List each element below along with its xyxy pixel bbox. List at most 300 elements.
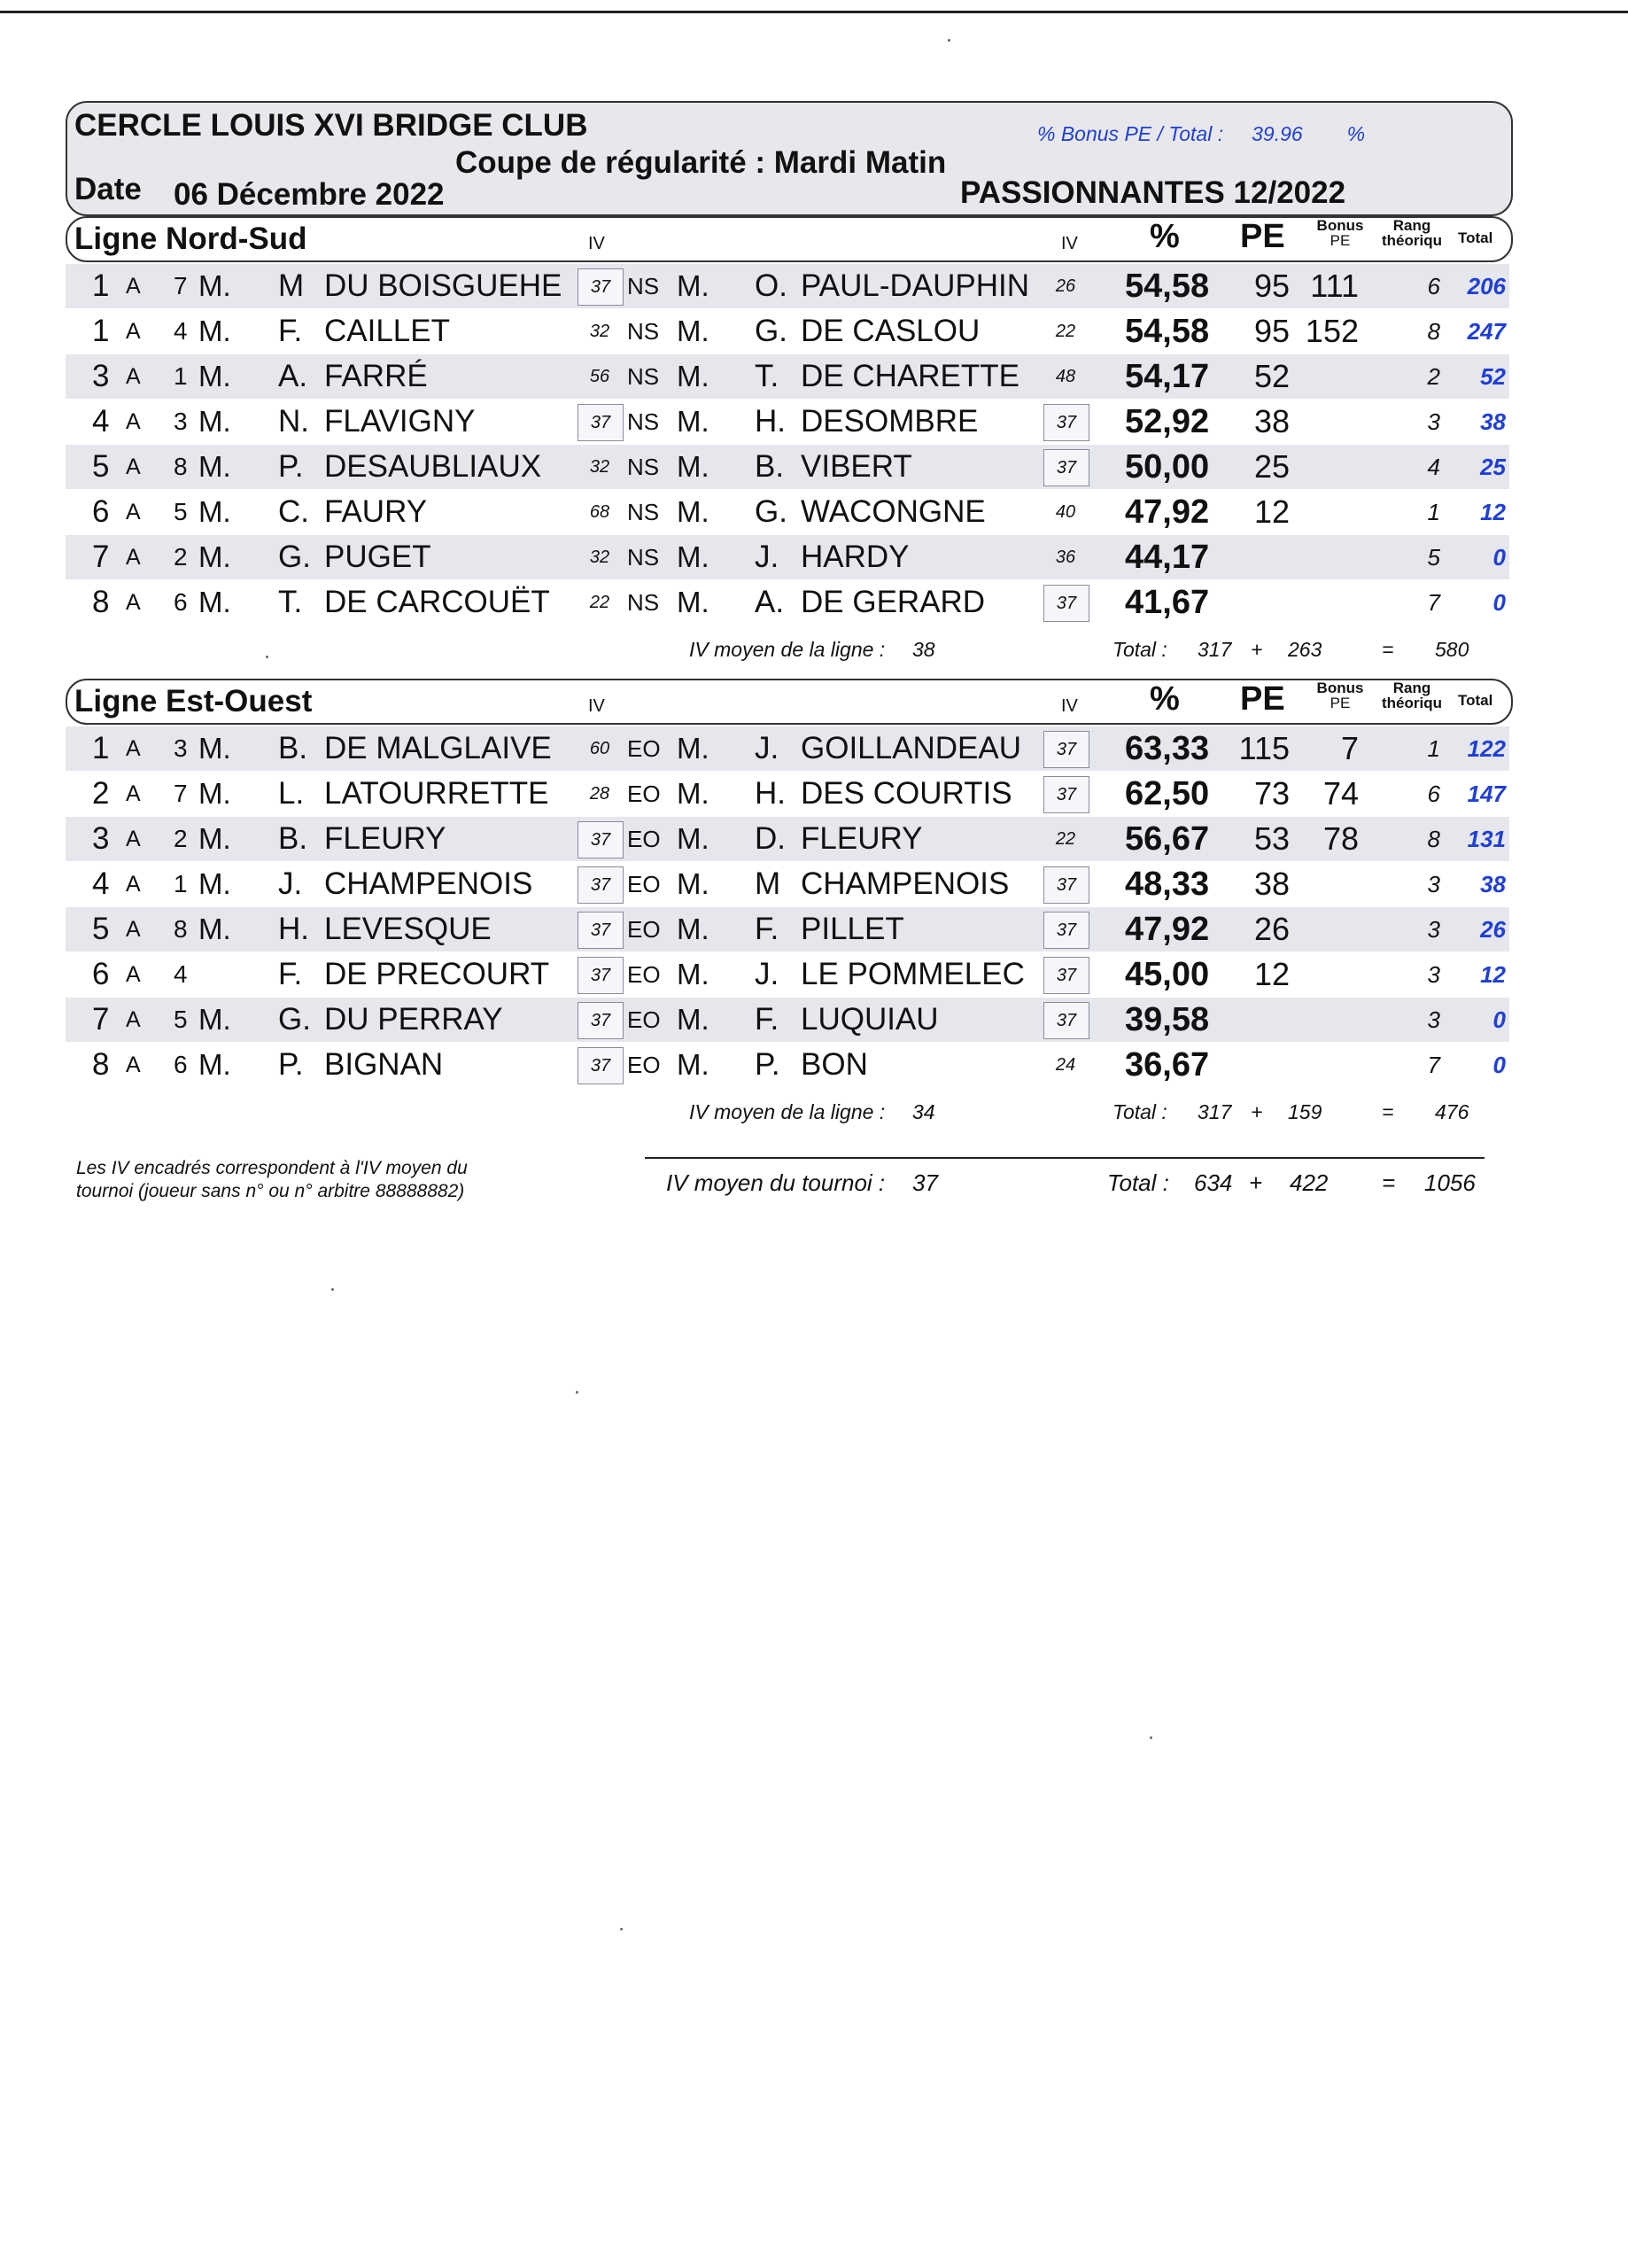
player-2-name: PILLET [801,912,904,946]
bonus-pe [1297,998,1359,1042]
civility-2: M. [677,777,709,810]
rank-letter: A [126,409,141,434]
civility-1: M. [198,913,231,945]
rank-letter: A [126,500,141,524]
initial-1: P. [278,449,304,484]
initial-2: J. [755,957,779,991]
table-number: 2 [174,825,188,852]
table-row [66,907,1509,951]
iv-2: 22 [1055,829,1076,849]
initial-1: B. [278,821,308,856]
table-row [66,354,1509,399]
civility-2: M. [677,540,709,573]
bonus-pe [1297,1043,1359,1087]
table-row [66,490,1509,534]
player-2-name: DE CHARETTE [801,359,1019,393]
rank: 1 [92,268,110,303]
rank-letter: A [126,364,141,389]
civility-2: M. [677,1048,709,1081]
initial-1: J. [278,866,303,901]
column-iv-left: IV [588,696,605,716]
initial-2: H. [755,776,786,811]
iv-1: 37 [578,1002,624,1039]
table-number: 5 [174,1006,188,1033]
civility-1: M. [198,777,231,810]
line-code: NS [627,363,660,390]
column-rang [1376,218,1447,248]
line-total-equals: = [1382,638,1394,661]
bonus-value: 39.96 [1252,122,1303,145]
initial-1: G. [278,540,311,574]
iv-1: 28 [589,784,610,804]
percent-score: 45,00 [1125,956,1210,993]
table-number: 8 [174,915,188,943]
table-row [66,952,1509,997]
series-title: PASSIONNANTES 12/2022 [960,175,1346,210]
iv-moyen-label: IV moyen de la ligne : [689,638,886,661]
line-code: NS [627,318,660,345]
initial-2: D. [755,821,786,856]
player-2-name: CHAMPENOIS [801,866,1010,901]
civility-2: M. [677,1003,709,1036]
grand-total-plus: + [1249,1169,1263,1196]
column-total: Total [1458,692,1493,709]
initial-1: G. [278,1002,311,1037]
table-row [66,1043,1509,1087]
table-row [66,998,1509,1042]
line-code: EO [627,916,661,943]
table-row [66,535,1509,579]
iv-moyen-label: IV moyen de la ligne : [689,1100,886,1123]
player-1-name: FAURY [324,494,428,529]
column-pe: PE [1240,680,1285,718]
player-1-name: BIGNAN [324,1047,444,1082]
table-row [66,580,1509,625]
rang-theorique: 1 [1427,499,1440,525]
column-percent: % [1150,680,1180,718]
section-header [66,216,1513,262]
rank-letter: A [126,1052,141,1077]
initial-2: A. [755,585,785,619]
civility-2: M. [677,822,709,855]
rank-letter: A [126,736,141,761]
total-points: 38 [1480,408,1506,435]
pe-points: 52 [1253,358,1290,394]
iv-1: 37 [578,821,624,858]
civility-2: M. [677,269,709,302]
pe-points: 26 [1253,911,1290,947]
rang-theorique: 7 [1427,1052,1440,1078]
initial-1: T. [278,585,303,619]
table-number: 5 [174,498,188,525]
table-number: 8 [174,453,188,480]
player-1-name: FLAVIGNY [324,404,476,439]
civility-2: M. [677,315,709,347]
line-code: NS [627,544,660,571]
player-1-name: DESAUBLIAUX [324,449,542,484]
rank-letter: A [126,827,141,851]
line-total-b: 263 [1288,638,1322,661]
date-label: Date [74,172,142,206]
table-number: 4 [174,317,188,345]
bonus-pe [1297,952,1359,997]
rank-letter: A [126,545,141,570]
column-bonus-line-1: Bonus [1316,217,1364,234]
table-row [66,309,1509,353]
bonus-label: % Bonus PE / Total : [1037,122,1224,145]
initial-1: A. [278,359,308,393]
rank-letter: A [126,781,141,806]
iv-2: 37 [1043,731,1089,768]
competition-title: Coupe de régularité : Mardi Matin [455,145,947,180]
pe-points: 38 [1253,866,1290,902]
initial-1: M [278,268,305,303]
total-points: 38 [1480,871,1506,897]
total-points: 0 [1492,544,1506,571]
rank-letter: A [126,274,141,299]
initial-2: P. [755,1047,780,1082]
iv-1: 37 [578,1047,624,1084]
percent-score: 52,92 [1125,403,1210,440]
player-1-name: LATOURRETTE [324,776,549,811]
table-number: 1 [174,362,188,390]
rang-theorique: 2 [1427,363,1440,390]
civility-1: M. [198,1003,231,1036]
table-number: 1 [174,870,188,897]
pe-points: 115 [1238,730,1290,766]
grand-total-a: 634 [1194,1169,1233,1196]
player-2-name: LE POMMELEC [801,957,1025,991]
civility-2: M. [677,732,709,765]
scan-speck [948,39,950,42]
iv-1: 37 [578,957,624,994]
iv-1: 37 [578,268,624,306]
pe-points [1237,1043,1290,1087]
club-name: CERCLE LOUIS XVI BRIDGE CLUB [74,108,588,143]
footnote-line-2: tournoi (joueur sans n° ou n° arbitre 88888882) [76,1181,465,1201]
percent-score: 41,67 [1125,584,1210,621]
civility-1: M. [198,540,231,573]
pe-points: 73 [1253,775,1290,812]
line-code: EO [627,1006,661,1033]
total-points: 147 [1467,781,1506,807]
grand-total-sum: 1056 [1424,1169,1476,1196]
line-total-sum: 476 [1435,1100,1469,1123]
column-rang-line-2: théoriqu [1382,232,1442,249]
iv-2: 37 [1043,404,1089,441]
rang-theorique: 1 [1427,735,1440,762]
line-code: EO [627,781,661,807]
civility-2: M. [677,405,709,438]
iv-tournoi-value: 37 [912,1169,938,1196]
iv-1: 32 [589,548,610,567]
player-2-name: DE CASLOU [801,314,981,348]
percent-score: 39,58 [1125,1001,1210,1038]
column-bonus-pe [1309,680,1371,711]
line-total-plus: + [1251,638,1263,661]
table-number: 6 [174,588,188,616]
rank-letter: A [126,872,141,897]
rank: 8 [92,585,110,619]
initial-2: F. [755,912,779,946]
line-total-a: 317 [1198,638,1232,661]
bonus-pe [1297,580,1359,625]
percent-score: 54,17 [1125,358,1210,395]
player-1-name: LEVESQUE [324,912,492,946]
initial-2: G. [755,314,787,348]
table-number: 2 [174,543,188,571]
bonus-pe [1297,445,1359,489]
player-2-name: DESOMBRE [801,404,979,439]
grand-total-label: Total : [1107,1169,1169,1196]
rank: 6 [92,494,110,529]
table-number: 6 [174,1051,188,1078]
bonus-pe: 7 [1340,730,1359,766]
column-rang-line-1: Rang [1392,680,1431,696]
iv-moyen-value: 38 [912,638,935,661]
percent-score: 47,92 [1125,911,1210,948]
civility-2: M. [677,867,709,900]
pe-points: 12 [1253,956,1290,992]
iv-2: 37 [1043,1002,1089,1039]
bonus-pe [1297,862,1359,906]
initial-2: O. [755,268,787,303]
civility-1: M. [198,405,231,438]
civility-2: M. [677,958,709,990]
percent-score: 36,67 [1125,1046,1210,1084]
iv-2: 37 [1043,912,1089,949]
pe-points: 95 [1253,268,1290,304]
rang-theorique: 6 [1427,781,1440,807]
total-points: 131 [1467,826,1506,852]
rank: 4 [92,866,110,901]
rank: 8 [92,1047,110,1082]
line-total-sum: 580 [1435,638,1469,661]
player-1-name: DE PRECOURT [324,957,550,991]
rank: 5 [92,912,110,946]
iv-1: 68 [589,502,610,522]
line-code: EO [627,735,661,762]
player-1-name: CAILLET [324,314,450,348]
scan-speck [1150,1736,1152,1739]
line-code: EO [627,871,661,897]
percent-score: 54,58 [1125,313,1210,350]
player-2-name: PAUL-DAUPHIN [801,268,1030,303]
initial-1: P. [278,1047,304,1082]
section-title: Ligne Est-Ouest [74,684,313,718]
initial-2: J. [755,540,779,574]
column-pe: PE [1240,218,1285,255]
bonus-pe: 78 [1322,820,1359,857]
column-iv-right: IV [1061,696,1078,716]
initial-2: J. [755,731,779,765]
rank-letter: A [126,454,141,479]
bonus-pe [1297,354,1359,399]
bonus-pe [1297,490,1359,534]
total-points: 247 [1467,318,1506,345]
civility-2: M. [677,360,709,392]
bonus-summary [1037,122,1370,146]
iv-1: 32 [589,322,610,341]
total-points: 0 [1492,1006,1506,1033]
rang-theorique: 4 [1427,454,1440,480]
table-number: 3 [174,408,188,435]
date-value: 06 Décembre 2022 [174,177,445,212]
iv-1: 60 [589,739,610,758]
column-bonus-pe [1309,218,1371,248]
initial-1: B. [278,731,308,765]
rang-theorique: 7 [1427,589,1440,616]
line-total-label: Total : [1112,1100,1167,1123]
bonus-pe [1297,907,1359,951]
player-1-name: FARRÉ [324,359,428,393]
column-iv-right: IV [1061,234,1078,253]
rank-letter: A [126,962,141,987]
iv-2: 37 [1043,957,1089,994]
rang-theorique: 3 [1427,916,1440,943]
rank: 3 [92,359,110,393]
initial-2: T. [755,359,779,393]
iv-moyen-value: 34 [912,1100,935,1123]
bonus-pe [1297,400,1359,444]
bonus-pe [1297,535,1359,579]
percent-score: 56,67 [1125,820,1210,858]
pe-points [1237,998,1290,1042]
scan-speck [620,1928,623,1930]
rank: 2 [92,776,110,811]
initial-1: N. [278,404,309,439]
player-1-name: DE CARCOUËT [324,585,550,619]
iv-2: 37 [1043,776,1089,813]
document-header [66,101,1513,216]
line-code: NS [627,499,660,525]
line-code: NS [627,408,660,435]
line-total-b: 159 [1288,1100,1322,1123]
line-total-equals: = [1382,1100,1394,1123]
initial-1: F. [278,314,303,348]
player-1-name: PUGET [324,540,431,574]
rank: 3 [92,821,110,856]
civility-2: M. [677,586,709,618]
iv-1: 56 [589,367,610,386]
line-total-a: 317 [1198,1100,1232,1123]
column-iv-left: IV [588,234,605,253]
bonus-pe: 111 [1310,268,1359,304]
initial-2: B. [755,449,785,484]
iv-2: 48 [1055,367,1076,386]
player-2-name: FLEURY [801,821,923,856]
column-bonus-line-2: PE [1330,695,1351,711]
total-points: 12 [1480,961,1506,988]
percent-score: 47,92 [1125,493,1210,531]
civility-1: M. [198,1048,231,1081]
percent-score: 62,50 [1125,775,1210,812]
percent-score: 54,58 [1125,268,1210,305]
iv-2: 36 [1055,548,1076,567]
table-row [66,817,1509,861]
iv-1: 32 [589,457,610,477]
initial-1: H. [278,912,309,946]
rank: 5 [92,449,110,484]
rang-theorique: 5 [1427,544,1440,571]
percent-score: 48,33 [1125,866,1210,903]
column-rang-line-2: théoriqu [1382,695,1442,711]
rank-letter: A [126,1007,141,1032]
civility-1: M. [198,360,231,392]
iv-2: 37 [1043,866,1089,904]
player-2-name: LUQUIAU [801,1002,939,1037]
rang-theorique: 8 [1427,826,1440,852]
rank-letter: A [126,319,141,344]
line-code: NS [627,454,660,480]
iv-2: 26 [1055,276,1076,296]
iv-1: 37 [578,912,624,949]
civility-1: M. [198,586,231,618]
percent-score: 50,00 [1125,448,1210,485]
footer-divider [645,1157,1485,1159]
iv-1: 37 [578,404,624,441]
rank: 1 [92,731,110,765]
grand-total-b: 422 [1290,1169,1329,1196]
total-points: 25 [1480,454,1506,480]
player-2-name: VIBERT [801,449,912,484]
table-row [66,264,1509,308]
pe-points: 25 [1253,448,1290,485]
bonus-pe: 74 [1322,775,1359,812]
player-1-name: DE MALGLAIVE [324,731,552,765]
iv-2: 40 [1055,502,1076,522]
civility-2: M. [677,913,709,945]
total-points: 12 [1480,499,1506,525]
footnote [76,1157,468,1203]
line-code: EO [627,961,661,988]
section-title: Ligne Nord-Sud [74,221,307,256]
total-points: 122 [1467,735,1506,762]
player-2-name: WACONGNE [801,494,986,529]
line-code: EO [627,826,661,852]
initial-2: M [755,866,781,901]
rang-theorique: 3 [1427,871,1440,897]
player-2-name: DES COURTIS [801,776,1012,811]
rang-theorique: 8 [1427,318,1440,345]
rang-theorique: 3 [1427,961,1440,988]
player-1-name: CHAMPENOIS [324,866,533,901]
civility-2: M. [677,495,709,528]
scan-speck [576,1391,578,1394]
scan-speck [331,1288,334,1291]
total-points: 26 [1480,916,1506,943]
pe-points: 12 [1253,493,1290,530]
player-2-name: GOILLANDEAU [801,731,1021,765]
rang-theorique: 3 [1427,408,1440,435]
pe-points [1237,535,1290,579]
initial-2: G. [755,494,787,529]
pe-points: 95 [1253,313,1290,349]
table-row [66,772,1509,816]
footnote-line-1: Les IV encadrés correspondent à l'IV moyen du [76,1158,468,1178]
table-number: 3 [174,734,188,762]
bonus-percent-sign: % [1346,122,1366,145]
column-rang-line-1: Rang [1392,217,1431,234]
table-row [66,726,1509,771]
initial-2: H. [755,404,786,439]
bonus-pe: 152 [1305,313,1359,349]
initial-1: C. [278,494,309,529]
column-bonus-line-1: Bonus [1316,680,1364,696]
scan-speck [266,656,268,658]
civility-1: M. [198,867,231,900]
iv-1: 22 [589,593,610,612]
